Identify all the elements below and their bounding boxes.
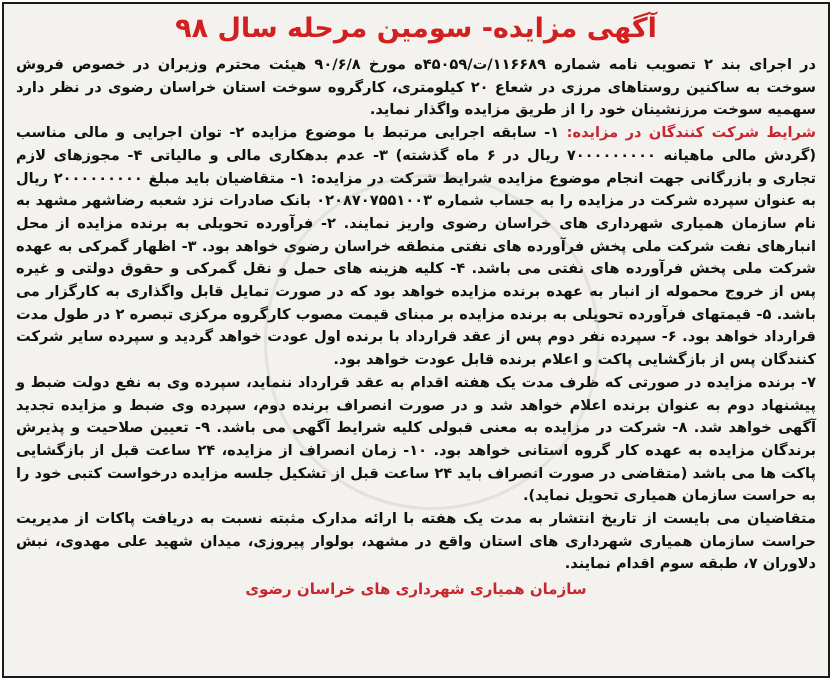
notice-footer: سازمان همیاری شهرداری های خراسان رضوی	[245, 580, 587, 599]
closing-paragraph: متقاضیان می بایست از تاریخ انتشار به مدت یک هفته با ارائه مدارک مثبته نسبت به دریافت پاکات از مدیریت حراست سازمان همیاری شهرداری های استان واقع در مشهد، بولوار پیروزی، میدان شهید علی مهدوی، نبش دلاوران ۷، طبقه سوم اقدام نمایند.	[16, 510, 816, 573]
paragraph-7: ۷- برنده مزایده در صورتی که ظرف مدت یک هفته اقدام به عقد قرارداد ننماید، سپرده وی به نفع دولت ضبط و پیشنهاد دوم به عنوان برنده اعلام خواهد شد و در صورت انصراف برنده دوم، سپرده وی ضبط و مزایده تجدید آگهی خواهد شد. ۸- شرکت در مزایده به معنی قبولی کلیه شرایط آگهی می باشد. ۹- تعیین صلاحیت و پذیرش برندگان مزایده به عهده کار گروه استانی خواهد بود. ۱۰- زمان انصراف از مزایده، ۲۴ ساعت قبل از بازگشایی پاکت ها می باشد (متقاضی در صورت انصراف باید ۲۴ ساعت قبل از تشکیل جلسه مزایده درخواست کتبی خود را به حراست سازمان همیاری تحویل نماید).	[16, 373, 816, 505]
conditions-paragraph	[16, 122, 816, 372]
notice-frame	[2, 2, 830, 678]
notice-body	[16, 54, 816, 576]
notice-title: آگهی مزایده- سومین مرحله سال ۹۸	[175, 13, 657, 44]
conditions-text: ۱- سابقه اجرایی مرتبط با موضوع مزایده ۲- توان اجرایی و مالی مناسب (گردش مالی ماهیانه ۷۰۰۰۰۰۰۰۰۰ ریال در ۶ ماه گذشته) ۳- عدم بدهکاری مالی و مالیاتی ۴- مجوزهای لازم تجاری و بازرگانی جهت انجام موضوع مزایده شرایط شرکت در مزایده: ۱- متقاضیان باید مبلغ ۲۰۰۰۰۰۰۰۰۰ ریال به عنوان سپرده شرکت در مزایده را به حساب شماره ۰۲۰۸۷۰۷۵۵۱۰۰۳ بانک صادرات نزد شعبه رضاشهر مشهد به نام سازمان همیاری شهرداری های خراسان رضوی واریز نمایند. ۲- فرآورده تحویلی به برنده مزایده از محل انبارهای نفت شرکت ملی پخش فرآورده های نفتی منطقه خراسان رضوی خواهد بود. ۳- اظهار گمرکی به عهده شرکت ملی پخش فرآورده های نفتی می باشد. ۴- کلیه هزینه های حمل و نقل گمرکی و حقوق دولتی و غیره پس از خروج محموله از انبار به عهده برنده مزایده خواهد بود که در صورت تمایل قابل واگذاری به کارگزار می باشد. ۵- قیمتهای فرآورده تحویلی به برنده مزایده بر مبنای قیمت مصوب کارگروه مرکزی تبصره ۲ در طول مدت قرارداد خواهد بود. ۶- سپرده نفر دوم پس از عقد قرارداد با برنده اول عودت خواهد گردید و سپرده سایر شرکت کنندگان پس از بازگشایی پاکت و اعلام برنده قابل عودت خواهد بود.	[16, 124, 817, 369]
intro-paragraph: در اجرای بند ۲ تصویب نامه شماره ۱۱۶۶۸۹/ت/۴۵۰۵۹ه مورخ ۹۰/۶/۸ هیئت محترم وزیران در خصوص فروش سوخت به ساکنین روستاهای مرزی در شعاع ۲۰ کیلومتری، کارگروه سوخت استان خراسان رضوی در نظر دارد سهمیه سوخت مرزنشینان خود را از طریق مزایده واگذار نماید.	[16, 56, 816, 119]
conditions-heading: شرایط شرکت کنندگان در مزایده:	[566, 124, 816, 142]
